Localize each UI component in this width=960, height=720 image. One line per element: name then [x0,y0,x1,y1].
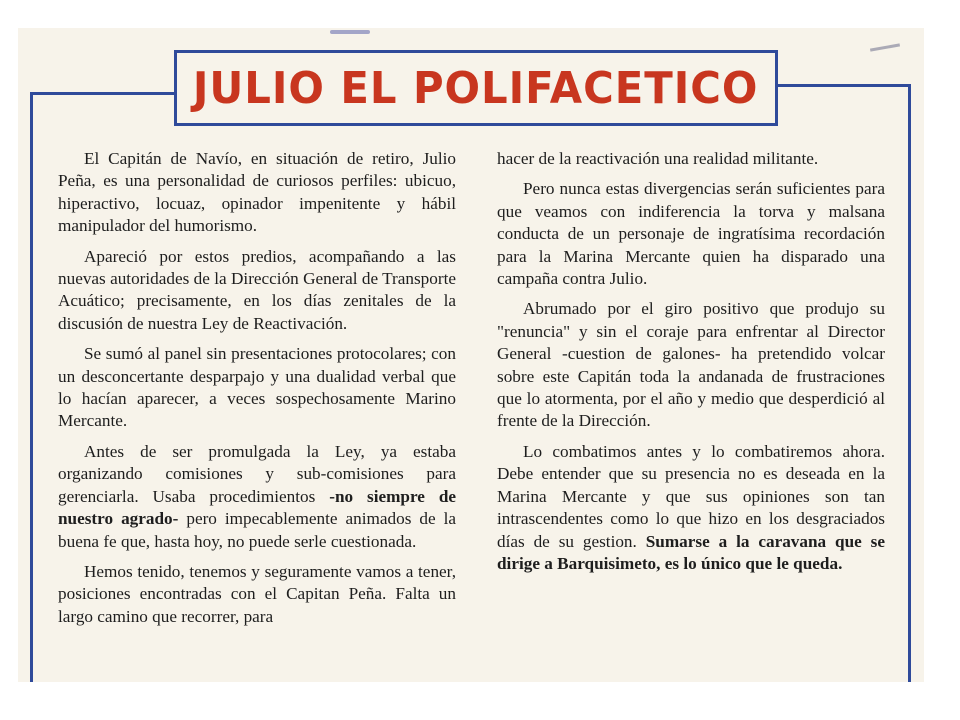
paragraph: Abrumado por el giro positivo que produjo su "renuncia" y sin el coraje para enfrentar al Director General -cuestion de galones- ha pretendido volcar sobre este Capitán toda la andanada de frustraciones que lo atormenta, por el año y medio que desperdició al frente de la Dirección. [497,299,885,431]
right-column [497,148,885,583]
paragraph-text: Lo combatimos antes y lo combatiremos ahora. Debe entender que su presencia no es deseada en la Marina Mercante y que sus opiniones son tan intrascendentes como lo que hizo en los desgraciados días de su gestion. [497,441,885,551]
paragraph: Apareció por estos predios, acompañando a las nuevas autoridades de la Dirección General de Transporte Acuático; precisamente, en los días zenitales de la discusión de nuestra Ley de Reactivación. [58,246,456,333]
paragraph: Hemos tenido, tenemos y seguramente vamos a tener, posiciones encontradas con el Capitan Peña. Falta un largo camino que recorrer, para [58,561,456,626]
paragraph-text: Antes de ser promulgada la Ley, ya estaba organizando comisiones y sub-comisiones para gerenciarla. Usaba procedimientos [58,441,456,506]
frame-top-right [776,84,910,87]
frame-top-left [30,92,176,95]
frame-left [30,92,33,682]
paragraph: Pero nunca estas divergencias serán suficientes para que veamos con indiferencia la torva y malsana conducta de un personaje de ingratísima recordación para la Marina Mercante quien ha disparado una campaña contra Julio. [497,179,885,289]
frame-right [908,84,911,682]
ink-smudge [330,30,370,34]
paragraph [58,441,456,553]
closing-statement: Sumarse a la caravana que se dirige a Barquisimeto, es lo único que le queda. [497,531,885,573]
paragraph: Se sumó al panel sin presentaciones protocolares; con un desconcertante desparpajo y una dualidad verbal que lo hacían aparecer, a veces sospechosamente Marino Mercante. [58,344,456,431]
paragraph-continuation: hacer de la reactivación una realidad militante. [497,149,819,168]
paragraph: El Capitán de Navío, en situación de retiro, Julio Peña, es una personalidad de curiosos perfiles: ubicuo, hiperactivo, locuaz, opinador impenitente y hábil manipulador del humorismo. [58,149,456,236]
headline-box [174,50,778,126]
paragraph-text: pero impecablemente animados de la buena fe que, hasta hoy, no puede serle cuestionada. [58,509,457,551]
bold-aside: -no siempre de nuestro agrado- [58,486,457,529]
left-column [58,148,456,636]
paragraph [497,441,885,575]
headline: JULIO EL POLIFACETICO [193,62,759,114]
